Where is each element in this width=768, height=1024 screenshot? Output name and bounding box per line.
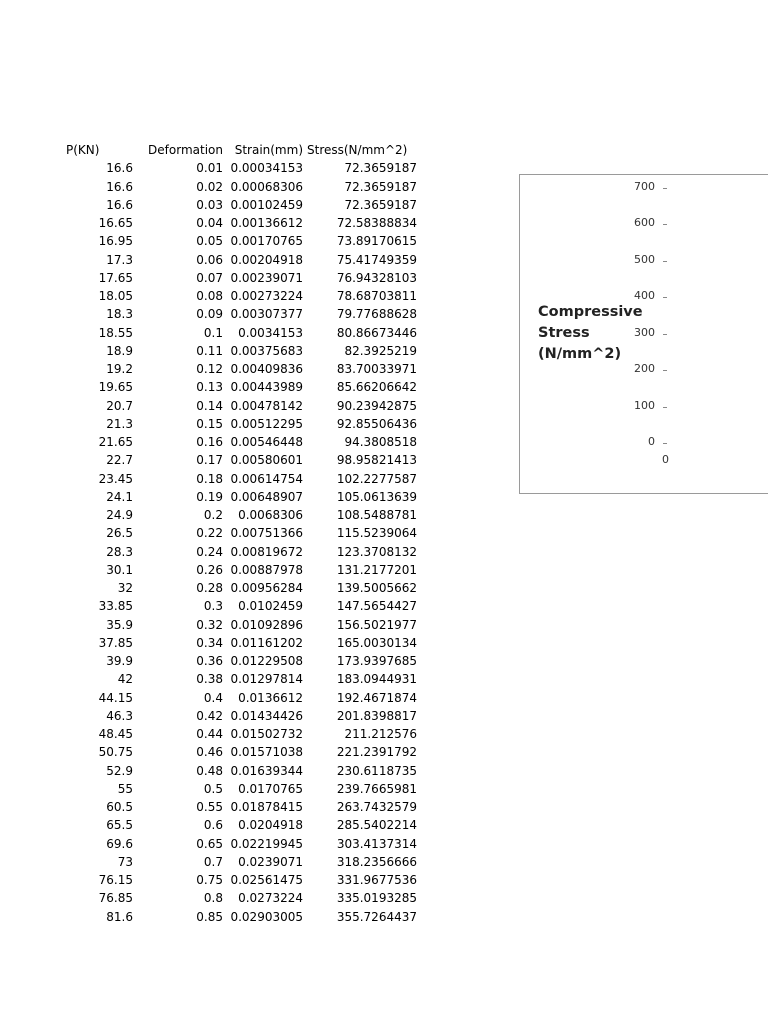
cell-stress: 263.7432579 (336, 800, 417, 815)
cell-load: 16.6 (106, 161, 133, 176)
cell-strain: 0.00204918 (230, 252, 303, 267)
y-tick-mark (663, 224, 667, 225)
cell-deformation: 0.18 (196, 471, 223, 486)
cell-stress: 72.3659187 (344, 197, 417, 212)
cell-stress: 94.3808518 (344, 435, 417, 450)
cell-load: 20.7 (106, 398, 133, 413)
y-axis-title-line: Compressive (538, 304, 643, 320)
cell-deformation: 0.06 (196, 252, 223, 267)
cell-stress: 192.4671874 (336, 690, 417, 705)
cell-strain: 0.00443989 (230, 380, 303, 395)
table-row (60, 269, 417, 287)
cell-load: 17.65 (98, 270, 133, 285)
cell-strain: 0.00819672 (230, 544, 303, 559)
cell-strain: 0.01297814 (230, 672, 303, 687)
table-row (60, 214, 417, 232)
cell-strain: 0.00887978 (230, 562, 303, 577)
cell-deformation: 0.16 (196, 435, 223, 450)
cell-stress: 85.66206642 (336, 380, 417, 395)
table-row (60, 543, 417, 561)
cell-strain: 0.00034153 (230, 161, 303, 176)
cell-deformation: 0.11 (196, 343, 223, 358)
cell-strain: 0.00136612 (230, 216, 303, 231)
cell-strain: 0.01161202 (230, 635, 303, 650)
cell-deformation: 0.32 (196, 617, 223, 632)
cell-strain: 0.01092896 (230, 617, 303, 632)
y-axis-title-line: Stress (538, 325, 590, 341)
y-tick-label: 500 (634, 252, 655, 266)
cell-load: 24.9 (106, 508, 133, 523)
y-tick-mark (663, 443, 667, 444)
table-row (60, 324, 417, 342)
cell-load: 69.6 (106, 836, 133, 851)
cell-stress: 115.5239064 (336, 526, 417, 541)
cell-deformation: 0.85 (196, 909, 223, 924)
y-tick-mark (663, 261, 667, 262)
cell-strain: 0.0273224 (238, 891, 303, 906)
cell-stress: 156.5021977 (336, 617, 417, 632)
cell-strain: 0.02219945 (230, 836, 303, 851)
y-tick-label: 100 (634, 398, 655, 412)
cell-deformation: 0.48 (196, 763, 223, 778)
cell-deformation: 0.09 (196, 307, 223, 322)
cell-strain: 0.00751366 (230, 526, 303, 541)
cell-strain: 0.00273224 (230, 289, 303, 304)
y-tick-label: 600 (634, 216, 655, 230)
cell-deformation: 0.6 (203, 818, 223, 833)
cell-deformation: 0.08 (196, 289, 223, 304)
table-row (60, 506, 417, 524)
table-row (60, 634, 417, 652)
table-row (60, 652, 417, 670)
cell-strain: 0.00614754 (230, 471, 303, 486)
cell-load: 33.85 (98, 599, 133, 614)
y-tick-mark (663, 407, 667, 408)
cell-load: 48.45 (98, 727, 133, 742)
cell-load: 42 (117, 672, 133, 687)
cell-load: 21.65 (98, 435, 133, 450)
table-row (60, 561, 417, 579)
table-row (60, 780, 417, 798)
table-row (60, 415, 417, 433)
y-tick-mark (663, 370, 667, 371)
cell-stress: 78.68703811 (336, 289, 417, 304)
table-row (60, 670, 417, 688)
cell-deformation: 0.42 (196, 708, 223, 723)
data-table (60, 141, 417, 926)
cell-load: 52.9 (106, 763, 133, 778)
cell-stress: 108.5488781 (336, 508, 417, 523)
cell-strain: 0.0170765 (238, 781, 303, 796)
cell-stress: 147.5654427 (336, 599, 417, 614)
cell-deformation: 0.3 (203, 599, 223, 614)
table-row (60, 378, 417, 396)
table-row (60, 835, 417, 853)
cell-load: 44.15 (98, 690, 133, 705)
cell-load: 17.3 (106, 252, 133, 267)
cell-strain: 0.02561475 (230, 873, 303, 888)
cell-strain: 0.00580601 (230, 453, 303, 468)
cell-stress: 331.9677536 (336, 873, 417, 888)
cell-deformation: 0.07 (196, 270, 223, 285)
cell-stress: 72.58388834 (336, 216, 417, 231)
cell-load: 73 (117, 854, 133, 869)
cell-load: 37.85 (98, 635, 133, 650)
cell-stress: 102.2277587 (336, 471, 417, 486)
cell-strain: 0.00409836 (230, 362, 303, 377)
table-row (60, 232, 417, 250)
cell-strain: 0.00956284 (230, 581, 303, 596)
cell-load: 30.1 (106, 562, 133, 577)
cell-load: 35.9 (106, 617, 133, 632)
table-row (60, 342, 417, 360)
cell-stress: 335.0193285 (336, 891, 417, 906)
header-load: P(KN) (66, 143, 100, 158)
table-row (60, 178, 417, 196)
cell-strain: 0.00102459 (230, 197, 303, 212)
cell-stress: 123.3708132 (336, 544, 417, 559)
cell-strain: 0.0102459 (238, 599, 303, 614)
cell-stress: 82.3925219 (344, 343, 417, 358)
table-row (60, 579, 417, 597)
cell-deformation: 0.28 (196, 581, 223, 596)
table-row (60, 871, 417, 889)
cell-deformation: 0.14 (196, 398, 223, 413)
cell-stress: 131.2177201 (336, 562, 417, 577)
cell-load: 76.85 (98, 891, 133, 906)
cell-deformation: 0.22 (196, 526, 223, 541)
table-row (60, 433, 417, 451)
table-row (60, 762, 417, 780)
cell-strain: 0.01502732 (230, 727, 303, 742)
cell-load: 22.7 (106, 453, 133, 468)
cell-stress: 355.7264437 (336, 909, 417, 924)
cell-strain: 0.00546448 (230, 435, 303, 450)
cell-stress: 76.94328103 (336, 270, 417, 285)
y-tick-label: 700 (634, 180, 655, 193)
cell-stress: 79.77688628 (336, 307, 417, 322)
table-row (60, 853, 417, 871)
cell-strain: 0.00512295 (230, 416, 303, 431)
cell-load: 16.6 (106, 197, 133, 212)
y-tick-mark (663, 188, 667, 189)
cell-stress: 98.95821413 (336, 453, 417, 468)
cell-deformation: 0.13 (196, 380, 223, 395)
cell-deformation: 0.03 (196, 197, 223, 212)
cell-deformation: 0.75 (196, 873, 223, 888)
cell-deformation: 0.65 (196, 836, 223, 851)
cell-load: 24.1 (106, 489, 133, 504)
y-tick-label: 200 (634, 362, 655, 376)
table-row (60, 889, 417, 907)
cell-stress: 139.5005662 (336, 581, 417, 596)
cell-strain: 0.00648907 (230, 489, 303, 504)
cell-stress: 105.0613639 (336, 489, 417, 504)
table-row (60, 908, 417, 926)
y-axis-title-line: (N/mm^2) (538, 346, 622, 362)
table-row (60, 707, 417, 725)
cell-stress: 285.5402214 (336, 818, 417, 833)
cell-deformation: 0.2 (203, 508, 223, 523)
cell-deformation: 0.7 (203, 854, 223, 869)
y-tick-label: 0 (648, 435, 655, 448)
cell-load: 21.3 (106, 416, 133, 431)
cell-load: 39.9 (106, 654, 133, 669)
table-row (60, 397, 417, 415)
cell-strain: 0.01878415 (230, 800, 303, 815)
cell-deformation: 0.5 (203, 781, 223, 796)
cell-stress: 230.6118735 (336, 763, 417, 778)
y-tick-label: 400 (634, 289, 655, 303)
table-row (60, 470, 417, 488)
cell-stress: 239.7665981 (336, 781, 417, 796)
cell-deformation: 0.44 (196, 727, 223, 742)
cell-deformation: 0.05 (196, 234, 223, 249)
cell-load: 81.6 (106, 909, 133, 924)
cell-strain: 0.0136612 (238, 690, 303, 705)
cell-strain: 0.0068306 (238, 508, 303, 523)
cell-load: 76.15 (98, 873, 133, 888)
cell-deformation: 0.15 (196, 416, 223, 431)
cell-deformation: 0.55 (196, 800, 223, 815)
header-strain: Strain(mm) (234, 143, 303, 158)
cell-strain: 0.00239071 (230, 270, 303, 285)
cell-deformation: 0.01 (196, 161, 223, 176)
cell-stress: 72.3659187 (344, 161, 417, 176)
cell-stress: 72.3659187 (344, 179, 417, 194)
cell-stress: 75.41749359 (336, 252, 417, 267)
cell-stress: 318.2356666 (336, 854, 417, 869)
cell-stress: 83.70033971 (336, 362, 417, 377)
y-tick-mark (663, 297, 667, 298)
cell-deformation: 0.36 (196, 654, 223, 669)
cell-load: 32 (117, 581, 133, 596)
table-row (60, 816, 417, 834)
cell-load: 23.45 (98, 471, 133, 486)
cell-strain: 0.01639344 (230, 763, 303, 778)
cell-load: 46.3 (106, 708, 133, 723)
cell-load: 19.65 (98, 380, 133, 395)
header-deformation: Deformation (148, 143, 223, 158)
cell-deformation: 0.04 (196, 216, 223, 231)
cell-deformation: 0.4 (203, 690, 223, 705)
header-row (60, 141, 417, 159)
cell-stress: 221.2391792 (336, 745, 417, 760)
cell-strain: 0.0204918 (238, 818, 303, 833)
cell-load: 60.5 (106, 800, 133, 815)
cell-stress: 173.9397685 (336, 654, 417, 669)
cell-load: 65.5 (106, 818, 133, 833)
table-row (60, 159, 417, 177)
cell-deformation: 0.19 (196, 489, 223, 504)
cell-load: 55 (117, 781, 133, 796)
table-row (60, 725, 417, 743)
cell-deformation: 0.46 (196, 745, 223, 760)
cell-stress: 92.85506436 (336, 416, 417, 431)
cell-strain: 0.02903005 (230, 909, 303, 924)
cell-load: 18.3 (106, 307, 133, 322)
cell-load: 26.5 (106, 526, 133, 541)
cell-strain: 0.0034153 (238, 325, 303, 340)
header-stress: Stress(N/mm^2) (307, 143, 408, 158)
cell-stress: 165.0030134 (336, 635, 417, 650)
cell-deformation: 0.02 (196, 179, 223, 194)
cell-load: 18.05 (98, 289, 133, 304)
table-row (60, 798, 417, 816)
table-row (60, 196, 417, 214)
table-row (60, 616, 417, 634)
table-row (60, 524, 417, 542)
cell-load: 16.95 (98, 234, 133, 249)
table-row (60, 251, 417, 269)
y-tick-label: 300 (634, 325, 655, 339)
cell-load: 50.75 (98, 745, 133, 760)
cell-strain: 0.00375683 (230, 343, 303, 358)
cell-stress: 303.4137314 (336, 836, 417, 851)
cell-stress: 211.212576 (344, 727, 417, 742)
cell-stress: 90.23942875 (336, 398, 417, 413)
cell-deformation: 0.26 (196, 562, 223, 577)
cell-strain: 0.00478142 (230, 398, 303, 413)
table-row (60, 743, 417, 761)
cell-strain: 0.01229508 (230, 654, 303, 669)
cell-stress: 73.89170615 (336, 234, 417, 249)
cell-strain: 0.00307377 (230, 307, 303, 322)
cell-deformation: 0.34 (196, 635, 223, 650)
cell-deformation: 0.12 (196, 362, 223, 377)
cell-strain: 0.01571038 (230, 745, 303, 760)
cell-load: 19.2 (106, 362, 133, 377)
table-row (60, 597, 417, 615)
cell-strain: 0.00170765 (230, 234, 303, 249)
table-row (60, 305, 417, 323)
cell-load: 16.65 (98, 216, 133, 231)
cell-strain: 0.01434426 (230, 708, 303, 723)
cell-deformation: 0.38 (196, 672, 223, 687)
cell-load: 18.55 (98, 325, 133, 340)
y-tick-mark (663, 334, 667, 335)
cell-load: 28.3 (106, 544, 133, 559)
table-body (60, 159, 417, 926)
table-row (60, 287, 417, 305)
cell-stress: 80.86673446 (336, 325, 417, 340)
cell-strain: 0.00068306 (230, 179, 303, 194)
cell-deformation: 0.1 (203, 325, 223, 340)
cell-deformation: 0.17 (196, 453, 223, 468)
x-tick-label: 0 (662, 453, 669, 466)
cell-load: 16.6 (106, 179, 133, 194)
cell-deformation: 0.24 (196, 544, 223, 559)
table-row (60, 689, 417, 707)
table-row (60, 360, 417, 378)
table-row (60, 451, 417, 469)
cell-strain: 0.0239071 (238, 854, 303, 869)
cell-stress: 201.8398817 (336, 708, 417, 723)
cell-stress: 183.0944931 (336, 672, 417, 687)
table-row (60, 488, 417, 506)
cell-deformation: 0.8 (203, 891, 223, 906)
cell-load: 18.9 (106, 343, 133, 358)
